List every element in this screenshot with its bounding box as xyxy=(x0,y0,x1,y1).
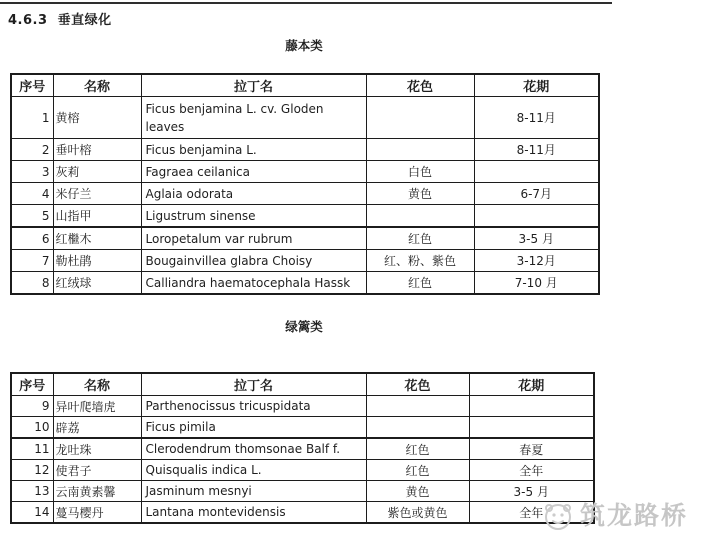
table-cell: 4 xyxy=(11,183,53,205)
column-header: 拉丁名 xyxy=(141,373,366,396)
watermark xyxy=(541,499,688,533)
table-cell: 8-11月 xyxy=(474,139,599,161)
table-cell: 灰莉 xyxy=(53,161,141,183)
table-cell: 黄色 xyxy=(366,481,469,502)
table-cell: 3-5 月 xyxy=(469,481,594,502)
table-cell: 12 xyxy=(11,460,53,481)
header-row xyxy=(11,373,594,396)
column-header: 序号 xyxy=(11,74,53,97)
table-cell: 11 xyxy=(11,438,53,460)
column-header: 序号 xyxy=(11,373,53,396)
table-cell: 黄色 xyxy=(366,183,474,205)
table-cell: 使君子 xyxy=(53,460,141,481)
table-cell: Bougainvillea glabra Choisy xyxy=(141,250,366,272)
page-title: 4.6.3 垂直绿化 xyxy=(8,13,112,28)
table-cell: 春夏 xyxy=(469,438,594,460)
table-cell: 龙吐珠 xyxy=(53,438,141,460)
table-cell xyxy=(366,417,469,439)
table-cell: Ficus benjamina L. xyxy=(141,139,366,161)
column-header: 花色 xyxy=(366,74,474,97)
table-cell: Loropetalum var rubrum xyxy=(141,227,366,250)
table-cell xyxy=(366,205,474,228)
table-cell: Ficus pimila xyxy=(141,417,366,439)
table-cell: 红色 xyxy=(366,438,469,460)
table-cell: Ficus benjamina L. cv. Gloden leaves xyxy=(141,97,366,139)
column-header: 花色 xyxy=(366,373,469,396)
table-row xyxy=(11,139,599,161)
header-row xyxy=(11,74,599,97)
table-cell: 1 xyxy=(11,97,53,139)
table-cell: 白色 xyxy=(366,161,474,183)
table-cell: 8-11月 xyxy=(474,97,599,139)
table-cell: 山指甲 xyxy=(53,205,141,228)
table-cell: 13 xyxy=(11,481,53,502)
zhulong-logo-icon xyxy=(541,499,575,533)
column-header: 花期 xyxy=(474,74,599,97)
table-cell: 红檵木 xyxy=(53,227,141,250)
table-row xyxy=(11,161,599,183)
table-cell: Aglaia odorata xyxy=(141,183,366,205)
top-rule xyxy=(0,2,612,4)
table-cell: Lantana montevidensis xyxy=(141,502,366,524)
table-cell: 紫色或黄色 xyxy=(366,502,469,524)
table-cell xyxy=(366,396,469,417)
table-cell: 14 xyxy=(11,502,53,524)
table-cell: 6-7月 xyxy=(474,183,599,205)
table-cell: 9 xyxy=(11,396,53,417)
table-cell: 红色 xyxy=(366,272,474,295)
table-cell: 6 xyxy=(11,227,53,250)
table-cell: Parthenocissus tricuspidata xyxy=(141,396,366,417)
table-row xyxy=(11,205,599,228)
table-cell: 勒杜鹃 xyxy=(53,250,141,272)
table-cell: Fagraea ceilanica xyxy=(141,161,366,183)
table-cell: 米仔兰 xyxy=(53,183,141,205)
table-row xyxy=(11,272,599,295)
table-cell: 全年 xyxy=(469,502,594,524)
table-row xyxy=(11,227,599,250)
table-cell: Jasminum mesnyi xyxy=(141,481,366,502)
table-row xyxy=(11,250,599,272)
table-cell: 异叶爬墙虎 xyxy=(53,396,141,417)
table-cell xyxy=(366,97,474,139)
vine-plants-table xyxy=(10,73,600,295)
column-header: 名称 xyxy=(53,74,141,97)
table-row xyxy=(11,460,594,481)
table-cell xyxy=(469,396,594,417)
table-cell: 蔓马樱丹 xyxy=(53,502,141,524)
table-row xyxy=(11,417,594,439)
table-cell xyxy=(474,161,599,183)
table-row xyxy=(11,183,599,205)
table-row xyxy=(11,481,594,502)
table-cell: 8 xyxy=(11,272,53,295)
table-caption-hedges: 绿篱类 xyxy=(285,319,323,334)
table-cell: 5 xyxy=(11,205,53,228)
table-cell: 垂叶榕 xyxy=(53,139,141,161)
table-cell: 黄榕 xyxy=(53,97,141,139)
table-cell: 10 xyxy=(11,417,53,439)
table-cell xyxy=(469,417,594,439)
table-cell: 辟荔 xyxy=(53,417,141,439)
table-cell: 3-5 月 xyxy=(474,227,599,250)
table-cell: 7-10 月 xyxy=(474,272,599,295)
watermark-text: 筑龙路桥 xyxy=(580,501,689,530)
table-cell: Clerodendrum thomsonae Balf f. xyxy=(141,438,366,460)
hedge-plants-table xyxy=(10,372,595,524)
table-cell: Quisqualis indica L. xyxy=(141,460,366,481)
table-row xyxy=(11,438,594,460)
table-cell: 3-12月 xyxy=(474,250,599,272)
table-cell: 红色 xyxy=(366,460,469,481)
table-cell: Ligustrum sinense xyxy=(141,205,366,228)
table-cell: 红色 xyxy=(366,227,474,250)
table-cell xyxy=(366,139,474,161)
table-row xyxy=(11,97,599,139)
table-row xyxy=(11,502,594,524)
table-cell: Calliandra haematocephala Hassk xyxy=(141,272,366,295)
column-header: 拉丁名 xyxy=(141,74,366,97)
table-row xyxy=(11,396,594,417)
table-cell xyxy=(474,205,599,228)
table-cell: 7 xyxy=(11,250,53,272)
table-caption-vines: 藤本类 xyxy=(285,38,323,53)
table-cell: 云南黄素馨 xyxy=(53,481,141,502)
table-cell: 红、粉、紫色 xyxy=(366,250,474,272)
table-cell: 3 xyxy=(11,161,53,183)
table-cell: 全年 xyxy=(469,460,594,481)
table-cell: 2 xyxy=(11,139,53,161)
table-cell: 红绒球 xyxy=(53,272,141,295)
column-header: 名称 xyxy=(53,373,141,396)
column-header: 花期 xyxy=(469,373,594,396)
